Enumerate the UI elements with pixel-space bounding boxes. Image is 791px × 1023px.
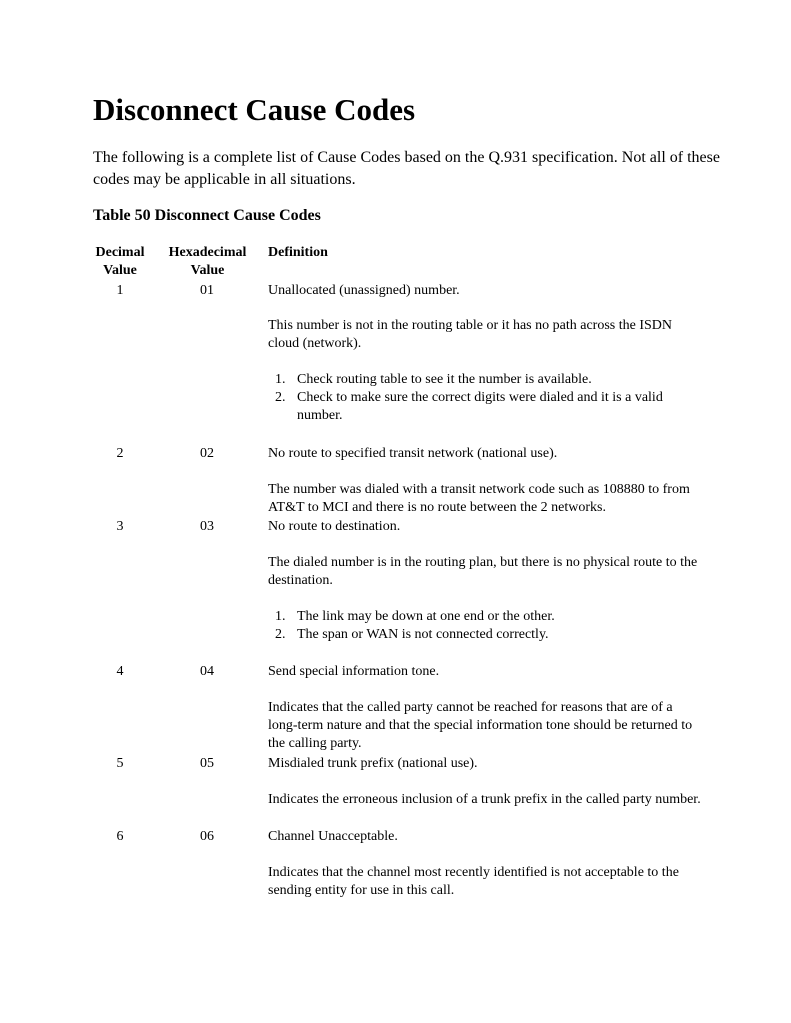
list-item: 1. Check routing table to see it the number is available. [275, 372, 592, 387]
intro-paragraph: The following is a complete list of Cause Codes based on the Q.931 specification. Not all of these codes may be applicable in all situations. [93, 149, 720, 188]
row-3-description: The dialed number is in the routing plan, but there is no physical route to the destination. [268, 555, 698, 588]
table-caption: Table 50 Disconnect Cause Codes [93, 207, 321, 224]
row-1-description: This number is not in the routing table or it has no path across the ISDN cloud (network). [268, 318, 672, 351]
row-2-hex: 02 [200, 446, 214, 461]
row-4-definition: Send special information tone. [268, 664, 440, 679]
header-hex-value [160, 244, 255, 280]
row-2-decimal: 2 [116, 446, 124, 461]
row-6-description: Indicates that the channel most recently identified is not acceptable to the sending entity for use in this call. [268, 865, 679, 898]
row-5-description: Indicates the erroneous inclusion of a trunk prefix in the called party number. [268, 792, 701, 807]
header-hex-line2: Value [190, 263, 225, 278]
row-1-hex: 01 [200, 283, 214, 298]
row-6-decimal: 6 [116, 829, 124, 844]
row-4-description: Indicates that the called party cannot be reached for reasons that are of a long-term nature and that the special information tone should be returned to the calling party. [268, 700, 693, 751]
row-1-steps [268, 371, 688, 425]
row-5-decimal: 5 [116, 756, 124, 771]
header-decimal-line1: Decimal [95, 245, 145, 260]
list-item: 2. The span or WAN is not connected correctly. [275, 627, 549, 642]
row-5-definition: Misdialed trunk prefix (national use). [268, 756, 478, 771]
row-2-description: The number was dialed with a transit network code such as 108880 to from AT&T to MCI and there is no route between the 2 networks. [268, 482, 690, 515]
header-definition-label: Definition [268, 245, 328, 260]
page-title: Disconnect Cause Codes [93, 92, 416, 127]
row-3-hex: 03 [200, 519, 214, 534]
row-1-definition: Unallocated (unassigned) number. [268, 283, 460, 298]
row-6-hex: 06 [200, 829, 214, 844]
row-3-decimal: 3 [116, 519, 124, 534]
row-4-hex: 04 [200, 664, 214, 679]
row-3-definition: No route to destination. [268, 519, 401, 534]
header-decimal-value [90, 244, 150, 280]
row-1-decimal: 1 [116, 283, 124, 298]
row-6-definition: Channel Unacceptable. [268, 829, 398, 844]
list-item: 2. Check to make sure the correct digits were dialed and it is a valid number. [275, 390, 663, 423]
row-5-hex: 05 [200, 756, 214, 771]
row-3-steps [268, 608, 688, 644]
header-decimal-line2: Value [103, 263, 137, 278]
row-4-decimal: 4 [116, 664, 124, 679]
header-hex-line1: Hexadecimal [168, 245, 247, 260]
header-definition [268, 244, 328, 262]
list-item: 1. The link may be down at one end or the other. [275, 609, 555, 624]
row-2-definition: No route to specified transit network (national use). [268, 446, 558, 461]
